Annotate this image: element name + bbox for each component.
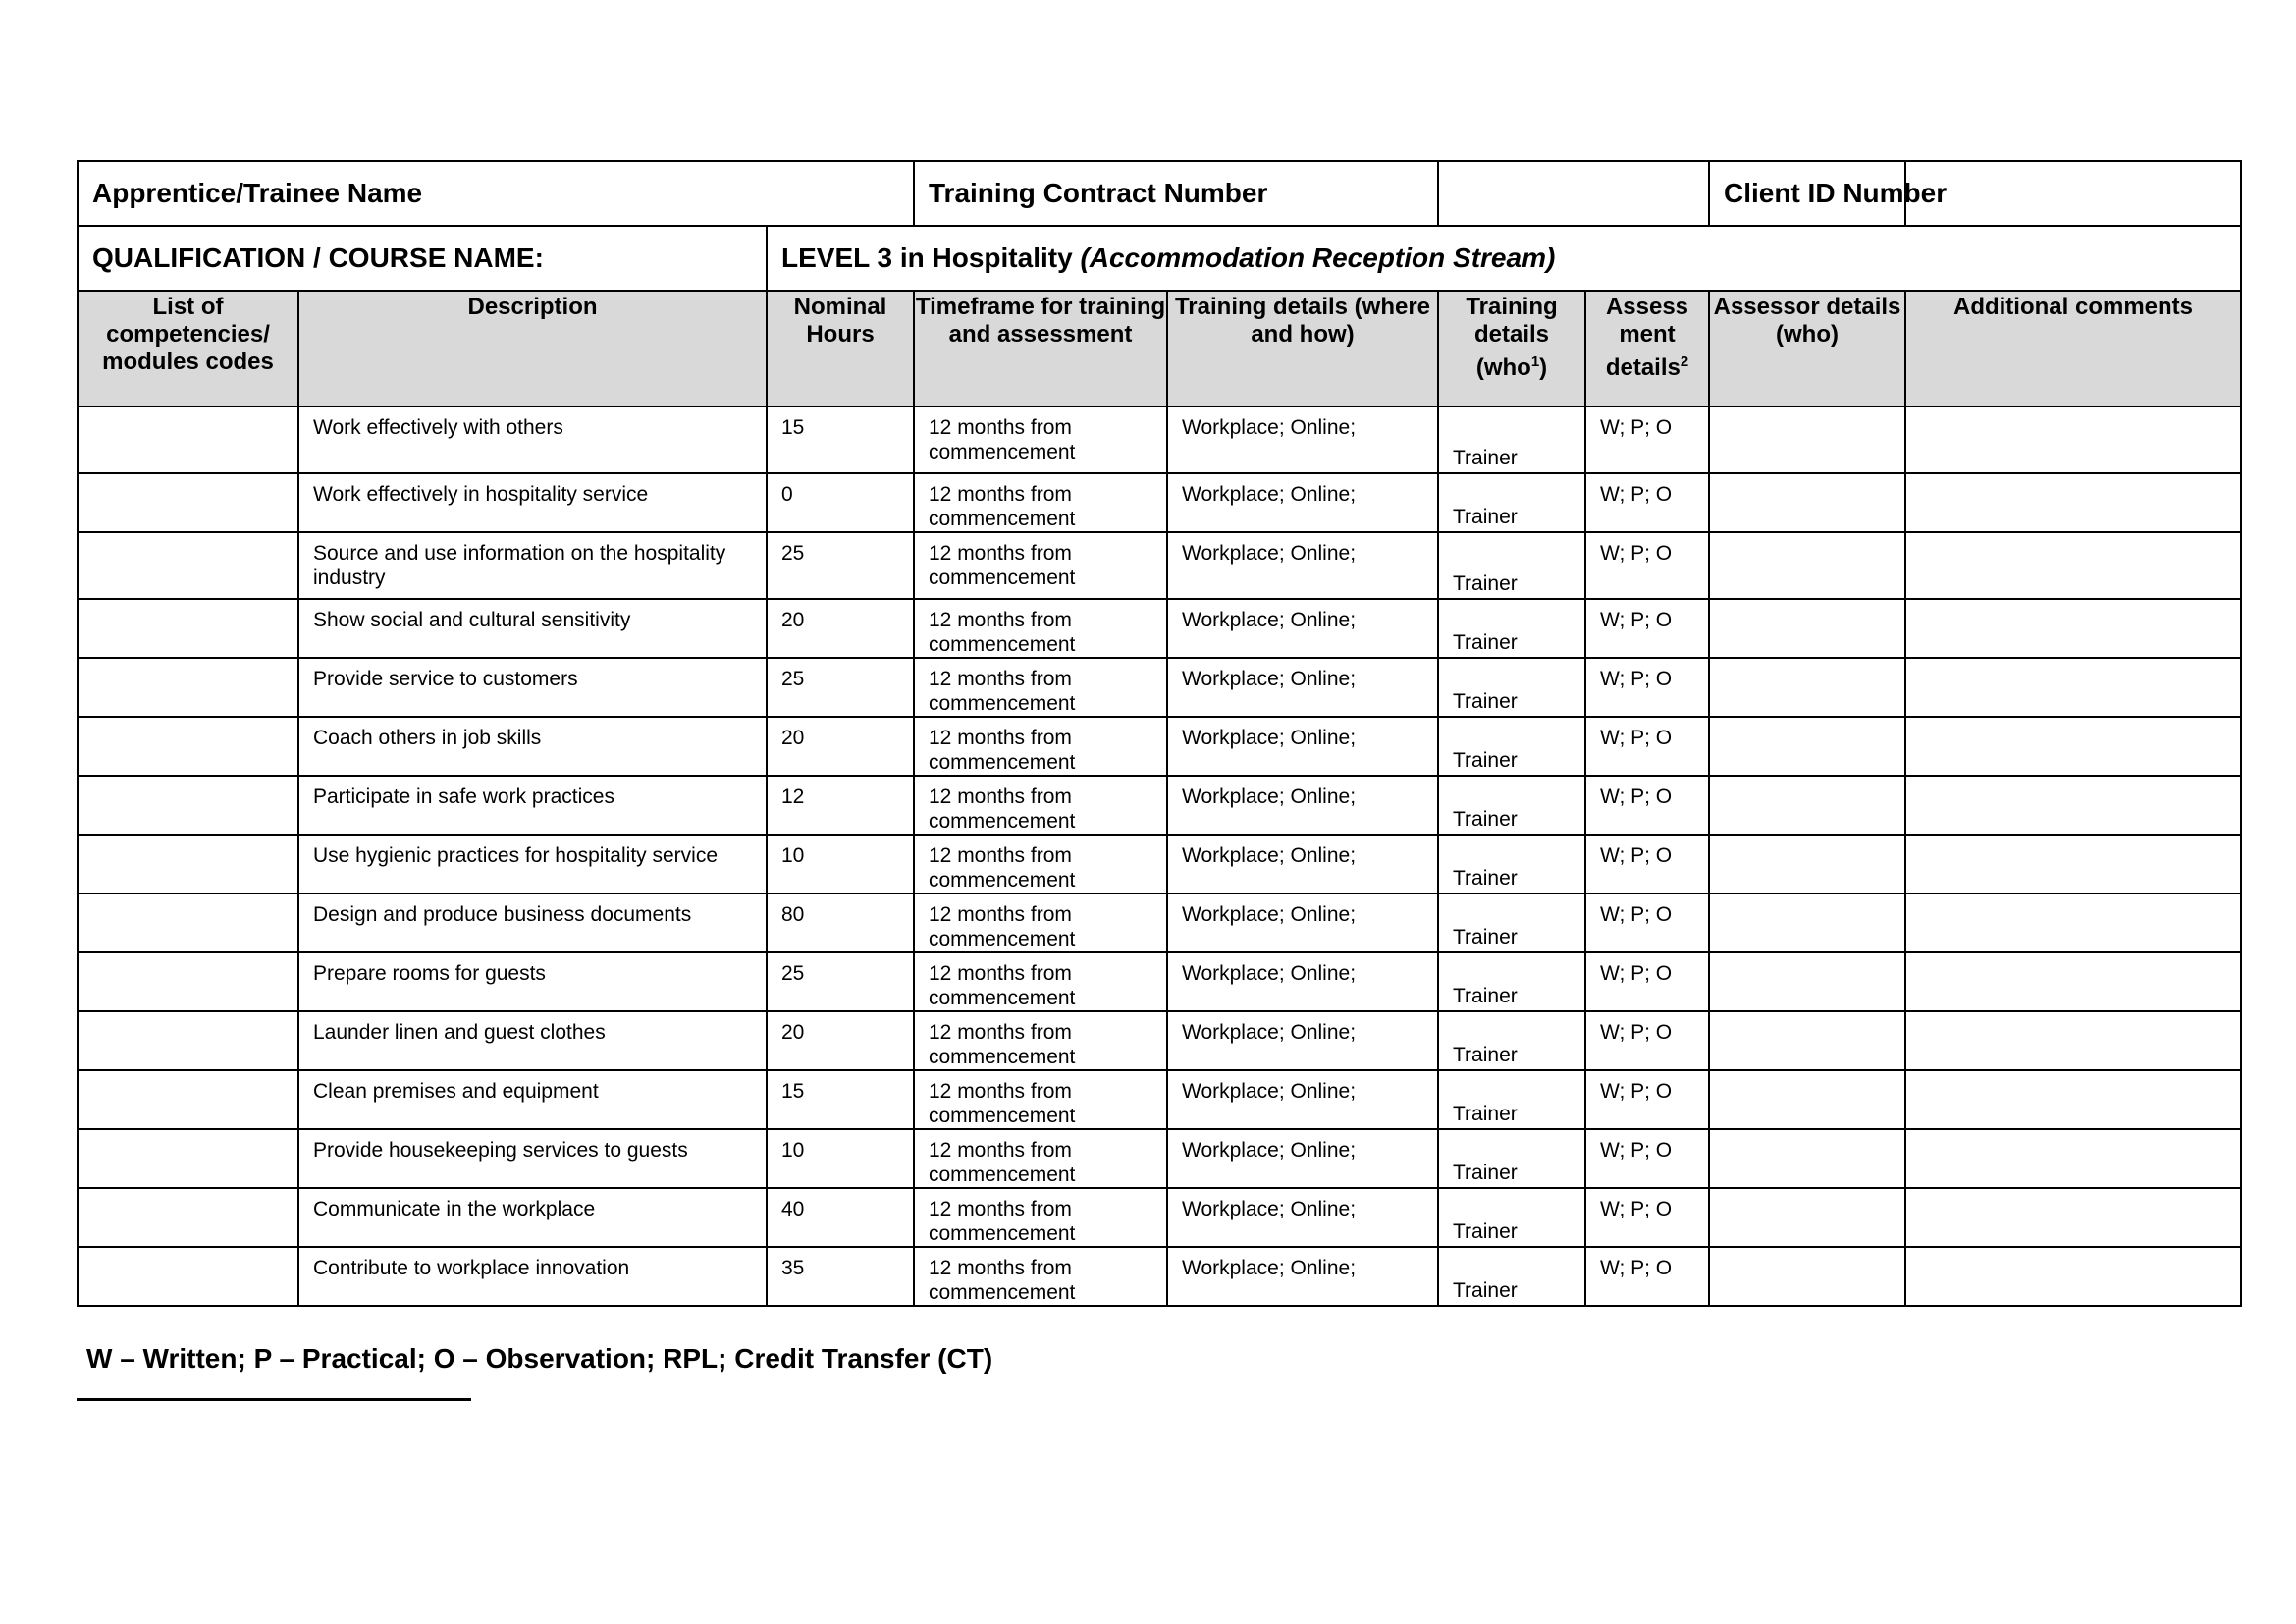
row-timeframe: 12 months from commencement [914, 717, 1167, 776]
col-codes: List of competencies/ modules codes [78, 291, 298, 406]
row-code-cell[interactable] [78, 1011, 298, 1070]
row-assessment: W; P; O [1585, 1129, 1709, 1188]
table-row [78, 1070, 2241, 1129]
row-description: Launder linen and guest clothes [298, 1011, 767, 1070]
row-assessor-cell[interactable] [1709, 952, 1905, 1011]
row-training-where: Workplace; Online; [1167, 406, 1438, 473]
qualification-stream: (Accommodation Reception Stream) [1080, 243, 1556, 273]
column-header-row [78, 291, 2241, 406]
row-hours: 10 [767, 1129, 914, 1188]
table-row [78, 1247, 2241, 1306]
row-code-cell[interactable] [78, 1247, 298, 1306]
row-timeframe: 12 months from commencement [914, 952, 1167, 1011]
table-row [78, 835, 2241, 893]
row-assessment: W; P; O [1585, 893, 1709, 952]
row-assessment: W; P; O [1585, 952, 1709, 1011]
row-timeframe: 12 months from commencement [914, 532, 1167, 599]
table-row [78, 717, 2241, 776]
row-training-who: Trainer [1438, 1188, 1585, 1247]
row-description: Provide housekeeping services to guests [298, 1129, 767, 1188]
table-row [78, 473, 2241, 532]
trainee-name-label: Apprentice/Trainee Name [78, 161, 914, 226]
row-comments-cell[interactable] [1905, 473, 2241, 532]
row-description: Show social and cultural sensitivity [298, 599, 767, 658]
table-body [78, 406, 2241, 1306]
row-comments-cell[interactable] [1905, 717, 2241, 776]
col-training-who-text: Training details (who [1466, 294, 1558, 381]
row-training-where: Workplace; Online; [1167, 717, 1438, 776]
training-plan-table [77, 160, 2242, 1307]
row-training-who: Trainer [1438, 1011, 1585, 1070]
table-row [78, 1129, 2241, 1188]
row-comments-cell[interactable] [1905, 835, 2241, 893]
col-description: Description [298, 291, 767, 406]
contract-number-value[interactable] [1438, 161, 1709, 226]
row-timeframe: 12 months from commencement [914, 835, 1167, 893]
row-timeframe: 12 months from commencement [914, 1129, 1167, 1188]
row-assessor-cell[interactable] [1709, 893, 1905, 952]
row-description: Contribute to workplace innovation [298, 1247, 767, 1306]
qualification-value [767, 226, 2241, 291]
row-hours: 15 [767, 1070, 914, 1129]
row-training-where: Workplace; Online; [1167, 776, 1438, 835]
table-row [78, 658, 2241, 717]
row-timeframe: 12 months from commencement [914, 473, 1167, 532]
assessment-legend: W – Written; P – Practical; O – Observation; RPL; Credit Transfer (CT) [86, 1343, 993, 1374]
row-training-who: Trainer [1438, 532, 1585, 599]
contract-number-label: Training Contract Number [914, 161, 1438, 226]
table-row [78, 893, 2241, 952]
row-code-cell[interactable] [78, 532, 298, 599]
row-code-cell[interactable] [78, 893, 298, 952]
col-comments: Additional comments [1905, 291, 2241, 406]
row-training-who: Trainer [1438, 952, 1585, 1011]
row-assessment: W; P; O [1585, 717, 1709, 776]
row-training-who: Trainer [1438, 1070, 1585, 1129]
row-hours: 12 [767, 776, 914, 835]
table-row [78, 532, 2241, 599]
row-assessor-cell[interactable] [1709, 599, 1905, 658]
row-timeframe: 12 months from commencement [914, 1247, 1167, 1306]
row-description: Participate in safe work practices [298, 776, 767, 835]
row-assessor-cell[interactable] [1709, 406, 1905, 473]
row-assessment: W; P; O [1585, 1070, 1709, 1129]
col-training-where: Training details (where and how) [1167, 291, 1438, 406]
row-training-who: Trainer [1438, 835, 1585, 893]
row-training-who: Trainer [1438, 599, 1585, 658]
row-training-who: Trainer [1438, 658, 1585, 717]
row-code-cell[interactable] [78, 952, 298, 1011]
row-training-where: Workplace; Online; [1167, 835, 1438, 893]
row-assessor-cell[interactable] [1709, 658, 1905, 717]
row-training-who: Trainer [1438, 717, 1585, 776]
row-description: Coach others in job skills [298, 717, 767, 776]
row-timeframe: 12 months from commencement [914, 1070, 1167, 1129]
row-comments-cell[interactable] [1905, 599, 2241, 658]
col-training-who-close: ) [1539, 354, 1548, 381]
row-training-where: Workplace; Online; [1167, 658, 1438, 717]
row-code-cell[interactable] [78, 406, 298, 473]
row-comments-cell[interactable] [1905, 1188, 2241, 1247]
row-description: Provide service to customers [298, 658, 767, 717]
row-training-who: Trainer [1438, 1247, 1585, 1306]
row-training-who: Trainer [1438, 1129, 1585, 1188]
client-id-value[interactable] [1905, 161, 2241, 226]
row-assessment: W; P; O [1585, 658, 1709, 717]
row-hours: 35 [767, 1247, 914, 1306]
row-timeframe: 12 months from commencement [914, 1011, 1167, 1070]
row-comments-cell[interactable] [1905, 893, 2241, 952]
row-description: Source and use information on the hospitality industry [298, 532, 767, 599]
row-training-who: Trainer [1438, 406, 1585, 473]
col-assessor: Assessor details (who) [1709, 291, 1905, 406]
row-assessment: W; P; O [1585, 532, 1709, 599]
row-code-cell[interactable] [78, 473, 298, 532]
row-comments-cell[interactable] [1905, 406, 2241, 473]
row-training-where: Workplace; Online; [1167, 1011, 1438, 1070]
row-training-where: Workplace; Online; [1167, 599, 1438, 658]
row-comments-cell[interactable] [1905, 1247, 2241, 1306]
table-row [78, 599, 2241, 658]
row-training-who: Trainer [1438, 893, 1585, 952]
row-assessor-cell[interactable] [1709, 1188, 1905, 1247]
row-description: Work effectively with others [298, 406, 767, 473]
table-row [78, 1188, 2241, 1247]
row-training-where: Workplace; Online; [1167, 1188, 1438, 1247]
row-description: Prepare rooms for guests [298, 952, 767, 1011]
row-description: Work effectively in hospitality service [298, 473, 767, 532]
row-description: Design and produce business documents [298, 893, 767, 952]
table-row [78, 406, 2241, 473]
row-assessment: W; P; O [1585, 1188, 1709, 1247]
row-hours: 15 [767, 406, 914, 473]
row-training-where: Workplace; Online; [1167, 952, 1438, 1011]
row-assessment: W; P; O [1585, 835, 1709, 893]
row-training-where: Workplace; Online; [1167, 473, 1438, 532]
row-comments-cell[interactable] [1905, 532, 2241, 599]
row-timeframe: 12 months from commencement [914, 658, 1167, 717]
row-assessor-cell[interactable] [1709, 473, 1905, 532]
row-comments-cell[interactable] [1905, 1129, 2241, 1188]
footnote-separator [77, 1398, 471, 1401]
row-hours: 0 [767, 473, 914, 532]
row-assessor-cell[interactable] [1709, 1070, 1905, 1129]
row-hours: 80 [767, 893, 914, 952]
row-training-where: Workplace; Online; [1167, 1070, 1438, 1129]
row-assessor-cell[interactable] [1709, 717, 1905, 776]
col-hours: Nominal Hours [767, 291, 914, 406]
client-id-label: Client ID Number [1709, 161, 1905, 226]
row-hours: 20 [767, 717, 914, 776]
row-code-cell[interactable] [78, 1070, 298, 1129]
table-row [78, 1011, 2241, 1070]
row-code-cell[interactable] [78, 658, 298, 717]
row-training-where: Workplace; Online; [1167, 1247, 1438, 1306]
row-code-cell[interactable] [78, 776, 298, 835]
col-timeframe: Timeframe for training and assessment [914, 291, 1167, 406]
row-training-where: Workplace; Online; [1167, 1129, 1438, 1188]
row-hours: 25 [767, 952, 914, 1011]
row-assessor-cell[interactable] [1709, 1247, 1905, 1306]
row-timeframe: 12 months from commencement [914, 599, 1167, 658]
row-code-cell[interactable] [78, 717, 298, 776]
row-training-who: Trainer [1438, 776, 1585, 835]
row-assessment: W; P; O [1585, 406, 1709, 473]
row-hours: 25 [767, 658, 914, 717]
row-code-cell[interactable] [78, 1129, 298, 1188]
col-assessment [1585, 291, 1709, 406]
row-comments-cell[interactable] [1905, 952, 2241, 1011]
row-comments-cell[interactable] [1905, 1011, 2241, 1070]
row-assessment: W; P; O [1585, 1011, 1709, 1070]
row-assessor-cell[interactable] [1709, 1011, 1905, 1070]
footnote-2: 2 [1680, 353, 1689, 370]
row-assessor-cell[interactable] [1709, 776, 1905, 835]
table-row [78, 952, 2241, 1011]
row-description: Clean premises and equipment [298, 1070, 767, 1129]
row-description: Communicate in the workplace [298, 1188, 767, 1247]
row-assessment: W; P; O [1585, 1247, 1709, 1306]
qualification-level: LEVEL 3 in Hospitality [781, 243, 1081, 273]
row-code-cell[interactable] [78, 1188, 298, 1247]
qualification-label: QUALIFICATION / COURSE NAME: [78, 226, 767, 291]
row-hours: 25 [767, 532, 914, 599]
col-assessment-text: Assess ment details [1605, 294, 1689, 381]
row-assessment: W; P; O [1585, 776, 1709, 835]
row-assessment: W; P; O [1585, 599, 1709, 658]
row-comments-cell[interactable] [1905, 1070, 2241, 1129]
row-assessor-cell[interactable] [1709, 532, 1905, 599]
qualification-row [78, 226, 2241, 291]
row-assessor-cell[interactable] [1709, 1129, 1905, 1188]
table-row [78, 776, 2241, 835]
row-code-cell[interactable] [78, 835, 298, 893]
footnote-1: 1 [1530, 353, 1540, 370]
row-comments-cell[interactable] [1905, 658, 2241, 717]
row-timeframe: 12 months from commencement [914, 406, 1167, 473]
trainee-header-row [78, 161, 2241, 226]
row-description: Use hygienic practices for hospitality service [298, 835, 767, 893]
row-timeframe: 12 months from commencement [914, 1188, 1167, 1247]
row-training-where: Workplace; Online; [1167, 532, 1438, 599]
row-assessment: W; P; O [1585, 473, 1709, 532]
row-timeframe: 12 months from commencement [914, 776, 1167, 835]
row-training-who: Trainer [1438, 473, 1585, 532]
row-hours: 20 [767, 1011, 914, 1070]
row-comments-cell[interactable] [1905, 776, 2241, 835]
row-hours: 10 [767, 835, 914, 893]
row-hours: 40 [767, 1188, 914, 1247]
col-training-who [1438, 291, 1585, 406]
row-training-where: Workplace; Online; [1167, 893, 1438, 952]
row-timeframe: 12 months from commencement [914, 893, 1167, 952]
row-code-cell[interactable] [78, 599, 298, 658]
row-assessor-cell[interactable] [1709, 835, 1905, 893]
row-hours: 20 [767, 599, 914, 658]
